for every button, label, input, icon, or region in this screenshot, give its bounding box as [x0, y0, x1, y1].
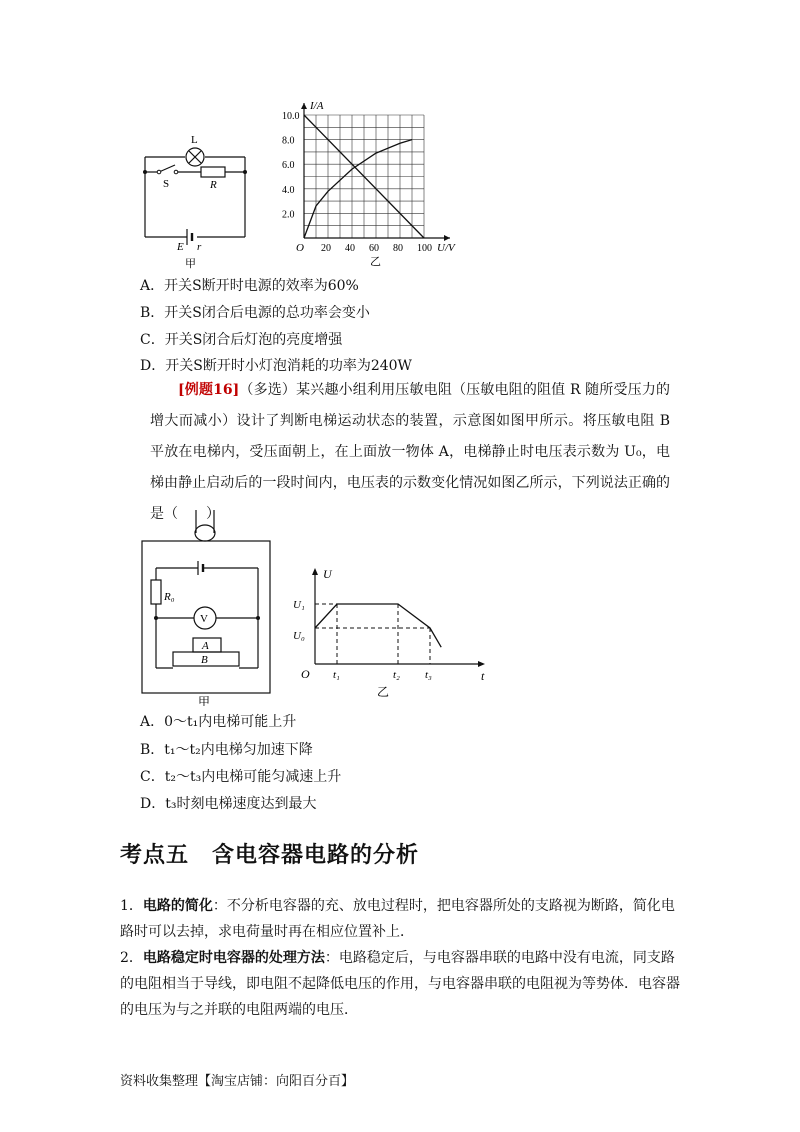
u1-label: U₁ [293, 599, 305, 611]
x-tick-label: 20 [321, 243, 331, 254]
u0-label: U₀ [293, 630, 305, 642]
source-label: E [177, 241, 184, 253]
internal-resistance-label: r [197, 241, 202, 253]
origin-label: O [296, 242, 304, 254]
resistor-symbol [201, 167, 225, 177]
x-axis-label: t [481, 669, 485, 683]
t3-label: t₃ [425, 669, 432, 681]
option-d: D．t₃时刻电梯速度达到最大 [140, 796, 317, 812]
example-tag: [例题16] [178, 382, 240, 398]
figure-caption: 甲 [198, 695, 211, 706]
lamp-label: L [191, 134, 198, 146]
p1-number: 1． [120, 898, 143, 914]
block-a-label: A [202, 640, 209, 652]
resistor-label: R [210, 179, 217, 191]
r0-label: R₀ [164, 591, 175, 603]
p2-number: 2． [120, 950, 143, 966]
paragraph-1 [120, 893, 680, 945]
option-c: C．t₂～t₃内电梯可能匀减速上升 [140, 769, 342, 785]
y-tick-label: 10.0 [282, 111, 300, 122]
y-axis-label: I/A [310, 100, 324, 112]
switch-symbol [159, 165, 175, 172]
voltage-curve [315, 604, 441, 647]
t1-label: t₁ [333, 669, 340, 681]
x-tick-label: 100 [417, 243, 432, 254]
y-tick-label: 4.0 [282, 184, 295, 196]
option-a: A．开关S断开时电源的效率为60% [140, 278, 359, 294]
x-axis-label: U/V [437, 242, 455, 254]
elevator-circuit [138, 508, 278, 706]
iu-graph [272, 95, 472, 270]
circuit-diagram-1 [135, 115, 265, 270]
option-c: C．开关S闭合后灯泡的亮度增强 [140, 332, 343, 348]
x-tick-label: 40 [345, 243, 355, 254]
y-tick-label: 6.0 [282, 160, 295, 172]
t2-label: t₂ [393, 669, 400, 681]
y-tick-label: 8.0 [282, 135, 295, 147]
voltmeter-label: V [200, 613, 208, 625]
option-b: B．t₁～t₂内电梯匀加速下降 [140, 742, 313, 758]
example-text: （多选）某兴趣小组利用压敏电阻（压敏电阻的阻值 R 随所受压力的增大而减小）设计了判断电梯运动状态的装置，示意图如图甲所示。将压敏电阻 B 平放在电梯内，受压面朝上，在上面放一物体 A，电梯静止时电压表示数为 U₀，电梯由静止启动后的一段时间内，电压表的示数变化情况如图乙所示，下列说法正确的是（ ） [150, 382, 670, 522]
block-b-label: B [201, 654, 208, 666]
pulley-icon [195, 525, 215, 541]
x-tick-label: 80 [393, 243, 403, 254]
paragraph-2 [120, 945, 680, 1023]
y-tick-label: 2.0 [282, 209, 295, 221]
option-b: B．开关S闭合后电源的总功率会变小 [140, 305, 370, 321]
y-axis-label: U [323, 567, 332, 581]
option-a: A．0～t₁内电梯可能上升 [140, 714, 297, 730]
option-d: D．开关S断开时小灯泡消耗的功率为240W [140, 358, 412, 374]
footer-note: 资料收集整理【淘宝店铺：向阳百分百】 [120, 1074, 355, 1089]
ut-graph [285, 560, 495, 700]
figure-caption: 乙 [370, 256, 381, 268]
figure-caption: 乙 [377, 685, 390, 699]
p1-term: 电路的简化 [142, 898, 213, 914]
p1-text: ：不分析电容器的充、放电过程时，把电容器所处的支路视为断路，简化电路时可以去掉，求电荷量时再在相应位置补上． [120, 898, 675, 940]
p2-term: 电路稳定时电容器的处理方法 [142, 950, 325, 966]
example-16-question [150, 375, 670, 530]
figure-caption: 甲 [185, 258, 196, 270]
switch-label: S [163, 178, 170, 190]
r0-resistor [151, 580, 161, 604]
p2-text: ：电路稳定后，与电容器串联的电路中没有电流，同支路的电阻相当于导线，即电阻不起降低电压的作用，与电容器串联的电阻视为等势体．电容器的电压为与之并联的电阻两端的电压． [120, 950, 680, 1018]
section-title: 考点五 含电容器电路的分析 [120, 843, 420, 868]
x-tick-label: 60 [369, 243, 379, 254]
origin-label: O [301, 667, 310, 681]
